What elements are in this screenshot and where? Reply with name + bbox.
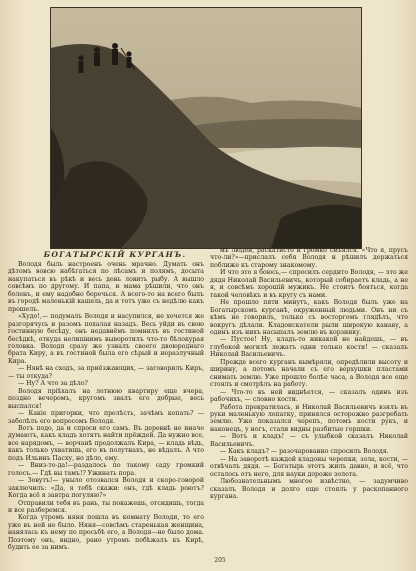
paragraph: Прежде всего курганъ вымѣряли, опредѣлили высоту и ширину, а потомъ начали съ его верхушки пластами снимать землю. Уже прошло болѣе часа, а Володя все еще стоялъ и смотрѣлъ на работу. [210, 358, 408, 389]
paragraph: — Вотъ и кладъ! — съ улыбкой сказалъ Николай Васильевичъ. [210, 433, 408, 448]
illustration-caption: БОГАТЫРСКІЙ КУРГАНЪ. [43, 250, 187, 259]
paragraph: Вотъ подо, да и спроси его самъ. Въ деревнѣ не иначе думаютъ, какъ кладъ хотятъ найти прёждей. Да нужно все, все нарядомъ, — ворчанѣ продолжалъ Кира, — кладь вѣдь, какъ только ухватишь, его въ полутнахъ, не вѣдалъ. А что подъ Ильинъ Пасху, но дѣло, ему. [8, 424, 204, 462]
page-number: 205 [214, 557, 226, 564]
paragraph: Когда утромъ няня пошла въ комнату Володи, то его уже въ ней не было. Няня—совсѣмъ старенькая женщина, нанялась къ нему по просьбѣ его, а Володя—не было дома. Поэтому онъ, видно, рано утромъ побѣжалъ къ Кирѣ, будить ее за нимъ. [8, 514, 204, 552]
paragraph: — Какіе пригорки, что прелѣсть, зачѣмъ копать? — заболѣлъ его вопросомъ Володя. [8, 410, 204, 425]
paragraph: — Зовутъ!— уныло отозвался Володя и скоро-говорой заключилъ: «Да, я тебѣ скажи: онъ, гдѣ кладь роютъ? Когда всё я завтра погуляю?» [8, 477, 204, 500]
paragraph: — Вниз-то-да!—раздалось по такому саду громкий голосъ.— Гдѣ вы тамъ!? Ужинать пора. [8, 462, 204, 477]
paragraph: — Какъ кладъ? — разочарованно спросилъ Володя. [220, 448, 389, 456]
paragraph: «Худо!,— подумалъ Володя и насупился, не хочется же разгорячусь и разомъ похалая назадъ. Весь уйди въ свою гостинную бесѣду, онъ недавнёмъ помнилъ въ гостиной бесѣдкѣ, откуда нелишнимъ выворотилъ что-то бѣлокурая головка. Володя сразу же узналъ своего двоюроднаго брата Киру, а въ гостиной была его сѣрый и неразлучный Кира. [8, 313, 204, 365]
paragraph: Володя быль настроенъ очень мрачно. Думать онъ дѣтомъ вовсю нaбѣгаться по лѣсамъ и полямъ, досыта накупаться въ рѣкѣ и весь день ловить рыбу. А вышло совсѣмъ по другому. И папа, и мама рѣшили, что онъ боленъ, и ему надобно беречься. А всего-то на всего былъ въ городѣ маленькій кашель, да и тотъ уже съ недѣлю какъ прошелъ. [8, 261, 204, 313]
paragraph: — Нянѣ на сходъ, за приёзжающих, — заговорилъ Киръ, — ты откуда? [8, 365, 204, 380]
paragraph: Любознательнымъ многое извѣстно, — задумчиво сказалъ Володя и долго еще стоялъ у раскопанного кургана. [210, 478, 408, 500]
paragraph: — На заворотѣ каждой кладоны черепки, зола, кости, — отвѣчалъ дядя. — Богатырь этотъ жилъ давно, и всё, что осталось отъ него, для науки дороже золота. [210, 455, 408, 478]
paragraph: Не прошло пяти минутъ, какъ Володя былъ уже на Богатырскомъ курганѣ, окруженный людьми. Онъ ни съ кѣмъ не говорилъ, только съ восторгомъ глядѣлъ, что вокругъ дѣлали. Кладоискатели рыли широкую канаву, а одинъ изъ нихъ насыпалъ землю въ корзинку. [210, 299, 408, 336]
paragraph: И что это я боюсь,— спросилъ сердито Володя, — это же дядя Николай Васильевичъ, который собираетъ кладь, а не я, и совсѣмъ хорошій мужикъ. Не стоитъ бояться, когда такой человѣкъ и въ кругу съ нами. [210, 269, 408, 299]
paragraph: — Ну? А что за дѣло? [18, 380, 88, 388]
paragraph: мѣ людей, раскатисто и громко смѣялся. «Что я, прусъ что-ли?»—прислалъ себя Володя и рѣшилъ держаться поближе къ старому знакомому. [210, 247, 408, 269]
kurgan-illustration [50, 7, 362, 249]
paragraph: — Что-то въ ней виднѣется, — сказалъ одинъ изъ рабочихъ, — словно кости. [210, 388, 408, 404]
paragraph: Работа прекратилась, и Николай Васильевичъ взялъ въ руки маленькую лопатку, принялся осторожно разгребать землю. Уже показался черепъ, потомъ кости рукъ, и наконецъ, у ногъ, стали видны разбитые горшки. [210, 403, 408, 433]
left-column [8, 261, 204, 552]
right-column [210, 247, 408, 500]
paragraph: Отправили тебя въ рань, ты покажешь, отсидишь, тогда и все разберемся. [8, 499, 204, 514]
paragraph: Володя пріѣхалъ на летнюю квартиру еще вчера, поздно вечеромъ, кругомъ звалъ его добрые, весь выспался! [8, 387, 204, 410]
paragraph: — Пустое! Ну, кладъ-то никакой не найдешь, — въ глубокой могилѣ лежатъ одни только кости! — сказалъ Николай Васильевичъ. [210, 336, 408, 359]
